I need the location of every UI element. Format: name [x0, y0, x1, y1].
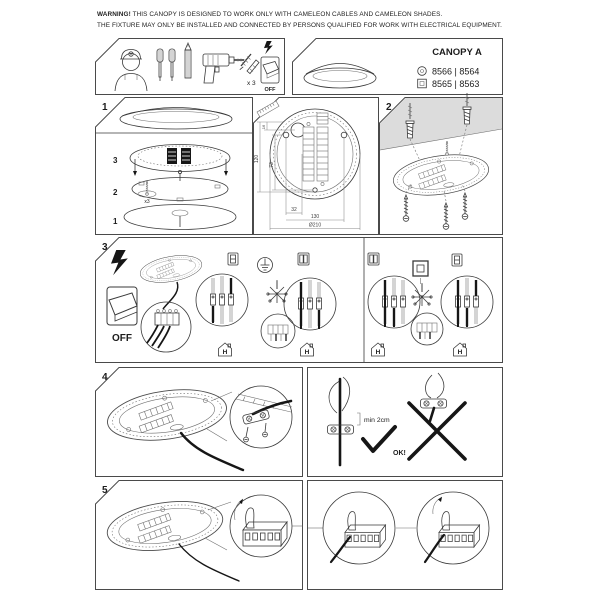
svg-text:H: H — [304, 349, 310, 356]
part2-label: 2 — [113, 188, 118, 197]
off-label: OFF — [112, 333, 132, 344]
step1-number: 1 — [102, 102, 108, 113]
min-2cm-label: min 2cm — [364, 417, 390, 424]
double-switch-icon-2 — [368, 253, 379, 265]
code-square: 8565 | 8563 — [432, 79, 480, 89]
step2-panel — [379, 97, 503, 235]
warning-line-2: THE FIXTURE MAY ONLY BE INSTALLED AND CONNECTED BY PERSONS QUALIFIED FOR WORK WITH ELECTRICAL EQUIPMENT. — [97, 21, 503, 29]
step5-detail-panel — [307, 480, 503, 590]
step4-number: 4 — [102, 372, 108, 383]
dim-diameter: Ø210 — [308, 222, 322, 229]
step4-panel — [95, 367, 303, 477]
svg-text:H: H — [457, 349, 463, 356]
plate-screws-label: x3 — [144, 199, 150, 205]
step5-number: 5 — [102, 485, 108, 496]
step2-number: 2 — [386, 102, 392, 113]
code-round: 8566 | 8564 — [432, 66, 480, 77]
screw-count-label: x 3 — [247, 80, 256, 87]
product-title: CANOPY A — [432, 47, 482, 58]
warning-text — [97, 10, 517, 31]
dim-32: 32 — [291, 207, 297, 213]
step4-detail-panel — [307, 367, 503, 477]
warning-line-1: WARNING! THIS CANOPY IS DESIGNED TO WORK ONLY WITH CAMELEON CABLES AND CAMELEON SHADES. — [97, 11, 443, 18]
dim-16: 16 — [261, 124, 266, 130]
product-panel — [292, 38, 503, 95]
dim-130: 130 — [310, 214, 320, 220]
svg-text:H: H — [375, 349, 381, 356]
step3-panel — [95, 237, 503, 363]
dim-120: 120 — [254, 154, 260, 164]
warning-prefix: WARNING! — [97, 11, 131, 18]
step5-panel — [95, 480, 303, 590]
double-switch-icon-1 — [298, 253, 309, 265]
dimensions-panel — [253, 97, 379, 235]
tools-required-panel — [95, 38, 285, 95]
step3-number: 3 — [102, 242, 108, 253]
ground-symbol-icon — [258, 258, 273, 273]
dim-73: 73 — [269, 162, 275, 168]
svg-text:H: H — [222, 349, 228, 356]
part3-label: 3 — [113, 156, 118, 165]
part1-label: 1 — [113, 217, 118, 226]
ok-label: OK! — [393, 450, 406, 457]
header-off-label: OFF — [264, 87, 276, 93]
step1-panel — [95, 97, 253, 235]
